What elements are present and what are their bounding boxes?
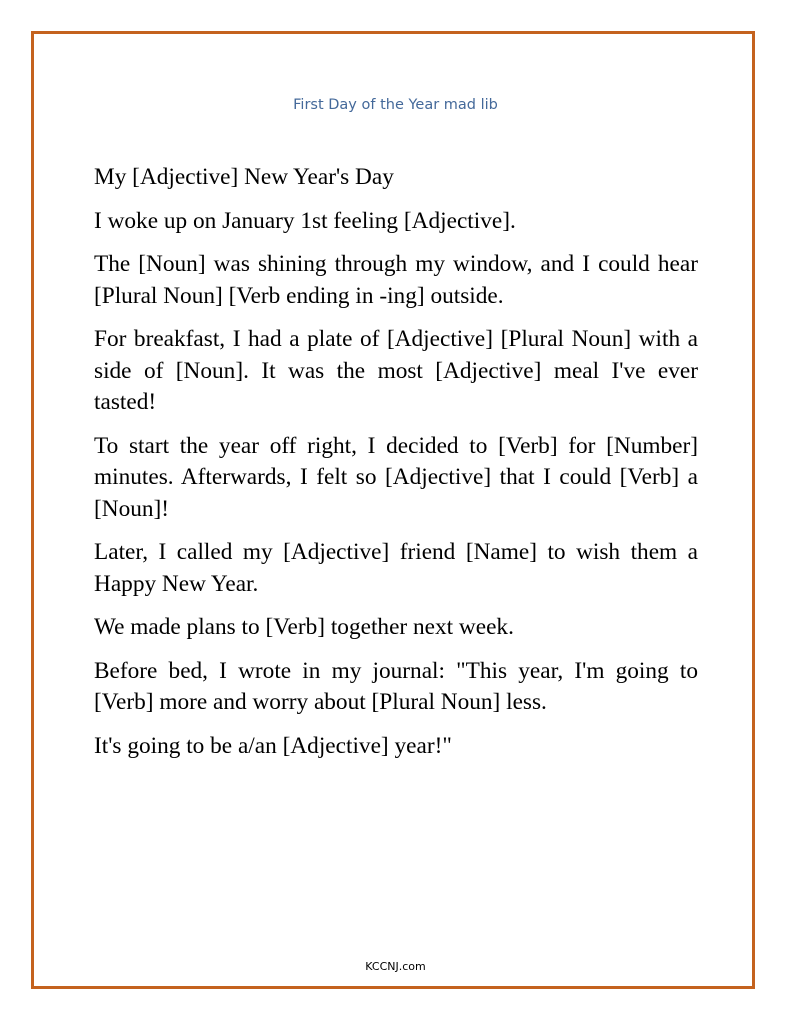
story-paragraph: I woke up on January 1st feeling [Adjective].	[94, 207, 516, 234]
story-paragraph: To start the year off right, I decided to [Verb] for [Number] minutes. Afterwards, I felt so [Adjective] that I could [Verb] a [Noun]!	[94, 432, 698, 522]
story-paragraph: We made plans to [Verb] together next week.	[94, 614, 514, 640]
story-paragraph: Later, I called my [Adjective] friend [Name] to wish them a Happy New Year.	[94, 539, 698, 597]
story-paragraph: The [Noun] was shining through my window, and I could hear [Plural Noun] [Verb ending in -ing] outside.	[94, 251, 698, 309]
page-title: First Day of the Year mad lib	[293, 97, 498, 113]
story-paragraph: Before bed, I wrote in my journal: "This year, I'm going to [Verb] more and worry about [Plural Noun] less.	[94, 657, 698, 715]
story-paragraph: For breakfast, I had a plate of [Adjective] [Plural Noun] with a side of [Noun]. It was the most [Adjective] meal I've ever tasted!	[94, 326, 698, 415]
footer-site-link[interactable]: KCCNJ.com	[365, 960, 426, 973]
story-paragraph: It's going to be a/an [Adjective] year!"	[94, 732, 452, 759]
story-body	[94, 162, 698, 774]
story-heading: My [Adjective] New Year's Day	[94, 164, 394, 190]
